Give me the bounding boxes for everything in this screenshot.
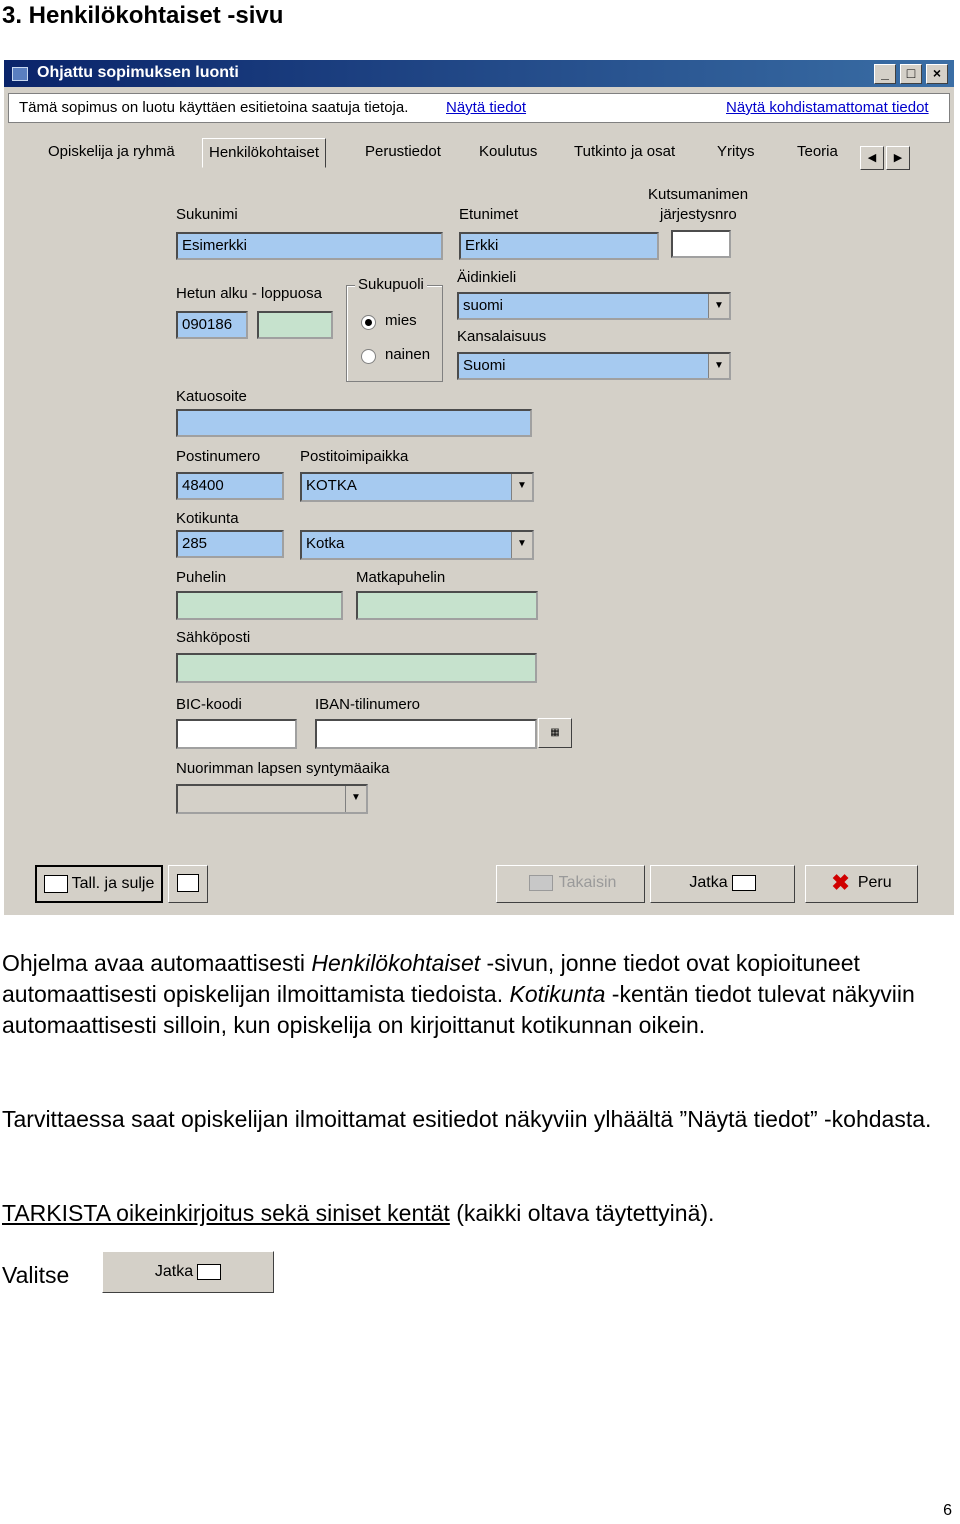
example-next-label: Jatka [154,1263,194,1280]
tab-tutkinto[interactable]: Tutkinto ja osat [574,143,676,160]
tab-teoria[interactable]: Teoria [797,143,838,160]
close-button[interactable]: × [926,64,948,84]
p1-italic-b: Henkilökohtaiset [311,950,481,976]
hand-pointer-icon [197,1264,221,1280]
postinumero-label: Postinumero [176,448,261,465]
sukunimi-label: Sukunimi [176,206,238,223]
postitoimipaikka-value: KOTKA [306,477,357,494]
title-bar [4,60,954,87]
chevron-down-icon[interactable]: ▼ [708,354,729,378]
back-button[interactable] [496,865,645,903]
puhelin-label: Puhelin [176,569,227,586]
next-hand-icon [732,875,756,891]
chevron-down-icon[interactable]: ▼ [708,294,729,318]
kotikunta-code-field[interactable]: 285 [176,530,284,558]
kotikunta-label: Kotikunta [176,510,239,527]
paragraph-3 [2,1198,942,1229]
kutsumanimi-label-2: järjestysnro [660,206,737,223]
postitoimipaikka-select[interactable] [300,472,534,502]
sukupuoli-group [346,276,443,382]
aidinkieli-value: suomi [463,297,504,314]
paragraph-2: Tarvittaessa saat opiskelijan ilmoittamat esitiedot näkyviin ylhäältä ”Näytä tiedot” -kohdasta. [2,1106,932,1132]
tab-henkilokohtaiset[interactable]: Henkilökohtaiset [202,138,326,168]
sahkoposti-field[interactable] [176,653,537,683]
info-bar [8,93,950,123]
sukupuoli-label: Sukupuoli [355,276,427,293]
tab-scroll-left-icon[interactable]: ◀ [860,146,884,170]
save-close-label: Tall. ja sulje [71,875,155,892]
minimize-button[interactable]: _ [874,64,896,84]
valitse-label: Valitse [2,1262,70,1288]
hetu-alku-field[interactable]: 090186 [176,311,248,339]
cancel-x-icon: ✖ [831,870,850,895]
next-button[interactable] [650,865,795,903]
app-icon [12,67,28,81]
radio-mies[interactable] [361,315,376,330]
katuosoite-label: Katuosoite [176,388,247,405]
kutsumanimi-label-1: Kutsumanimen [648,186,749,203]
cancel-label: Peru [857,874,892,892]
p1-text-c: -sivun, jonne tiedot ovat kopioituneet automaattisesti opiskelijan ilmoittamista tiedoista. [2,950,860,1007]
p3-text-b: (kaikki oltava täytettyinä). [449,1200,715,1226]
show-data-link[interactable]: Näytä tiedot [446,99,527,116]
katuosoite-field[interactable] [176,409,532,437]
tab-opiskelija[interactable]: Opiskelija ja ryhmä [48,143,175,160]
save-close-button[interactable] [35,865,163,903]
back-hand-icon [529,875,553,891]
bic-field[interactable] [176,719,297,749]
kansalaisuus-label: Kansalaisuus [457,328,547,345]
p3-underlined: TARKISTA oikeinkirjoitus sekä siniset kentät [2,1200,450,1226]
bic-label: BIC-koodi [176,696,242,713]
iban-field[interactable] [315,719,537,749]
iban-label: IBAN-tilinumero [315,696,421,713]
back-label: Takaisin [558,874,617,891]
postitoimipaikka-label: Postitoimipaikka [300,448,409,465]
chevron-down-icon[interactable]: ▼ [511,474,532,500]
sukunimi-field[interactable]: Esimerkki [176,232,443,260]
etunimet-label: Etunimet [459,206,519,223]
kotikunta-value: Kotka [306,535,345,552]
tab-yritys[interactable]: Yritys [717,143,755,160]
chevron-down-icon[interactable]: ▼ [511,532,532,558]
kutsumanimi-field[interactable] [671,230,731,258]
show-unmatched-link[interactable]: Näytä kohdistamattomat tiedot [726,99,929,116]
window-title: Ohjattu sopimuksen luonti [37,64,239,81]
kotikunta-select[interactable] [300,530,534,560]
maximize-button[interactable]: □ [900,64,922,84]
chevron-down-icon[interactable]: ▼ [345,786,366,812]
section-heading: 3. Henkilökohtaiset -sivu [2,2,284,29]
radio-nainen[interactable] [361,349,376,364]
aidinkieli-select[interactable] [457,292,731,320]
cancel-button[interactable] [805,865,918,903]
p1-text-a: Ohjelma avaa automaattisesti [2,950,312,976]
aidinkieli-label: Äidinkieli [457,269,517,286]
keypad-icon[interactable]: ▦ [538,718,572,748]
hetu-loppu-field[interactable] [257,311,333,339]
kansalaisuus-value: Suomi [463,357,506,374]
save-icon [177,874,199,892]
save-close-icon [44,875,68,893]
tab-koulutus[interactable]: Koulutus [479,143,538,160]
radio-nainen-label: nainen [385,346,431,363]
p1-text-e: -kentän tiedot tulevat näkyviin automaattisesti silloin, kun opiskelija on kirjoittanut kotikunnan oikein. [2,981,915,1038]
nuorin-label: Nuorimman lapsen syntymäaika [176,760,390,777]
radio-mies-label: mies [385,312,417,329]
kansalaisuus-select[interactable] [457,352,731,380]
save-button[interactable] [168,865,208,903]
tab-scroll-right-icon[interactable]: ▶ [886,146,910,170]
hetu-label: Hetun alku - loppuosa [176,285,322,302]
nuorin-select[interactable] [176,784,368,814]
paragraph-1 [2,948,942,1041]
info-text: Tämä sopimus on luotu käyttäen esitietoina saatuja tietoja. [19,99,409,116]
sahkoposti-label: Sähköposti [176,629,251,646]
matkapuhelin-label: Matkapuhelin [356,569,446,586]
wizard-window [4,60,954,915]
next-label: Jatka [689,874,728,891]
matkapuhelin-field[interactable] [356,591,538,620]
tab-perustiedot[interactable]: Perustiedot [365,143,441,160]
p1-italic-d: Kotikunta [509,981,606,1007]
postinumero-field[interactable]: 48400 [176,472,284,500]
page-number: 6 [943,1502,952,1519]
puhelin-field[interactable] [176,591,343,620]
example-next-button[interactable] [102,1251,274,1293]
etunimet-field[interactable]: Erkki [459,232,659,260]
